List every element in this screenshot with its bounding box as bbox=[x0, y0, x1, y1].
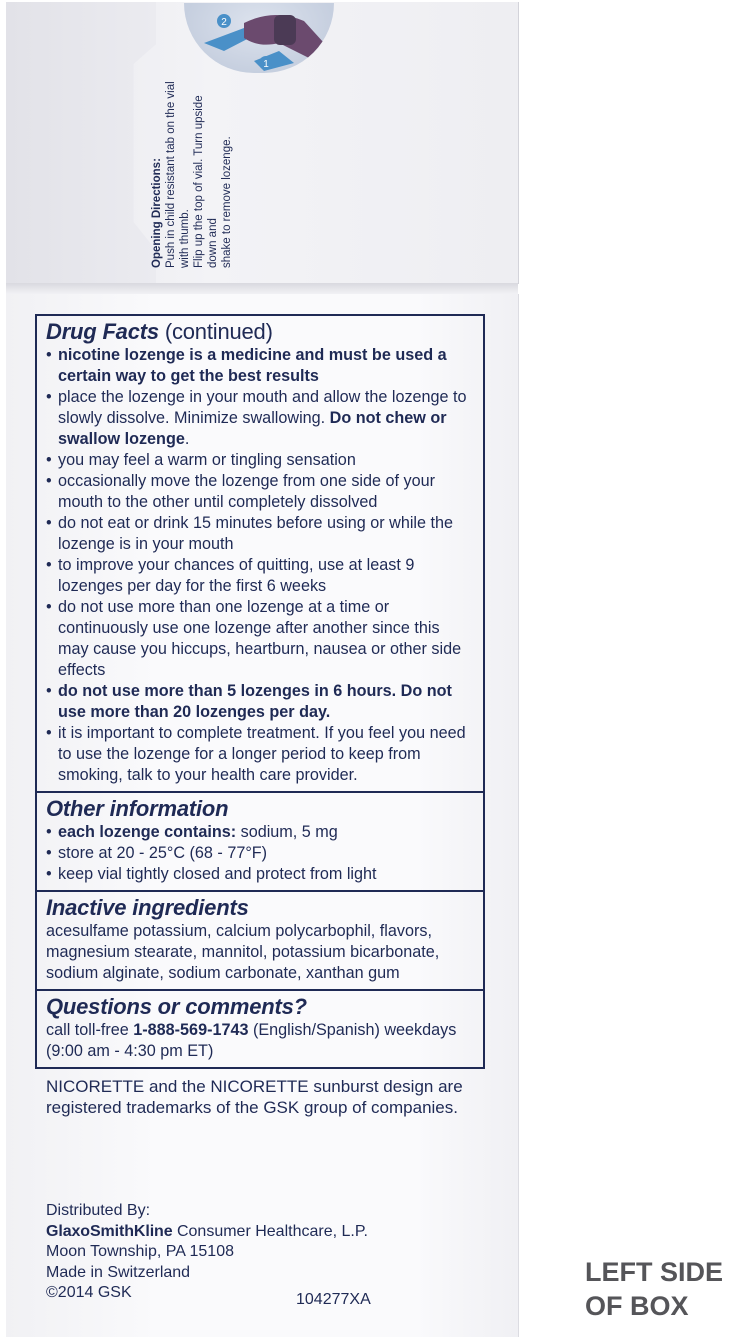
inactive-ingredients-title: Inactive ingredients bbox=[46, 895, 249, 920]
made-in: Made in Switzerland bbox=[46, 1263, 191, 1281]
list-item: • do not use more than one lozenge at a time or continuously use one lozenge after another since this may cause you hiccups, heartburn, nausea or other side effects bbox=[46, 597, 474, 681]
opening-directions-title: Opening Directions: bbox=[151, 158, 163, 268]
product-code: 104277XA bbox=[296, 1291, 371, 1308]
side-label-line-2: OF BOX bbox=[585, 1291, 689, 1321]
side-label-line-1: LEFT SIDE bbox=[585, 1257, 724, 1287]
side-label bbox=[585, 1255, 723, 1323]
questions-title: Questions or comments? bbox=[46, 994, 307, 1019]
list-item: • do not use more than 5 lozenges in 6 hours. Do not use more than 20 lozenges per day. bbox=[46, 681, 474, 723]
other-information-title: Other information bbox=[46, 796, 229, 821]
box-flap-tab bbox=[6, 2, 156, 284]
distributor-label: Distributed By: bbox=[46, 1202, 151, 1219]
drug-facts-list bbox=[46, 345, 474, 786]
list-item: • you may feel a warm or tingling sensation bbox=[46, 450, 474, 471]
list-item: • to improve your chances of quitting, use at least 9 lozenges per day for the first 6 weeks bbox=[46, 555, 474, 597]
opening-directions-line-2: Flip up the top of vial. Turn upside down and bbox=[193, 95, 219, 268]
list-item: • do not eat or drink 15 minutes before using or while the lozenge is in your mouth bbox=[46, 513, 474, 555]
opening-directions bbox=[150, 78, 268, 268]
step-1-label: 1 bbox=[263, 59, 269, 70]
list-item: • it is important to complete treatment. If you feel you need to use the lozenge for a longer period to keep from smoking, talk to your health care provider. bbox=[46, 723, 474, 786]
trademark-notice: NICORETTE and the NICORETTE sunburst design are registered trademarks of the GSK group of companies. bbox=[46, 1077, 463, 1117]
distributor-block bbox=[46, 1201, 486, 1304]
list-item: • keep vial tightly closed and protect from light bbox=[46, 864, 474, 885]
copyright: ©2014 GSK bbox=[46, 1284, 132, 1301]
distributor-address: Moon Township, PA 15108 bbox=[46, 1243, 234, 1260]
inactive-ingredients-text: acesulfame potassium, calcium polycarbophil, flavors, magnesium stearate, mannitol, potassium bicarbonate, sodium alginate, sodium carbonate, xanthan gum bbox=[46, 922, 440, 982]
list-item: • each lozenge contains: sodium, 5 mg bbox=[46, 822, 474, 843]
phone-number: 1-888-569-1743 bbox=[133, 1021, 249, 1039]
drug-facts-box bbox=[35, 314, 485, 1069]
questions-section bbox=[37, 989, 483, 1067]
drug-facts-section bbox=[37, 316, 483, 791]
distributor-company: GlaxoSmithKline Consumer Healthcare, L.P. bbox=[46, 1222, 368, 1240]
opening-directions-line-1: Push in child resistant tab on the vial with thumb. bbox=[165, 81, 191, 268]
list-item: • occasionally move the lozenge from one side of your mouth to the other until completely dissolved bbox=[46, 471, 474, 513]
drug-facts-title: Drug Facts (continued) bbox=[46, 319, 273, 344]
other-information-section bbox=[37, 791, 483, 890]
step-2-label: 2 bbox=[221, 17, 227, 28]
inactive-ingredients-section bbox=[37, 890, 483, 989]
list-item: • place the lozenge in your mouth and allow the lozenge to slowly dissolve. Minimize swallowing. Do not chew or swallow lozenge. bbox=[46, 387, 474, 450]
questions-text: call toll-free 1-888-569-1743 (English/Spanish) weekdays (9:00 am - 4:30 pm ET) bbox=[46, 1021, 457, 1060]
other-information-list bbox=[46, 822, 474, 885]
opening-directions-line-3: shake to remove lozenge. bbox=[221, 136, 233, 268]
list-item: • store at 20 - 25°C (68 - 77°F) bbox=[46, 843, 474, 864]
gsk-brand: GlaxoSmithKline bbox=[46, 1222, 173, 1240]
list-item: • nicotine lozenge is a medicine and must be used a certain way to get the best results bbox=[46, 345, 474, 387]
drug-facts-title-suffix: (continued) bbox=[164, 319, 273, 344]
